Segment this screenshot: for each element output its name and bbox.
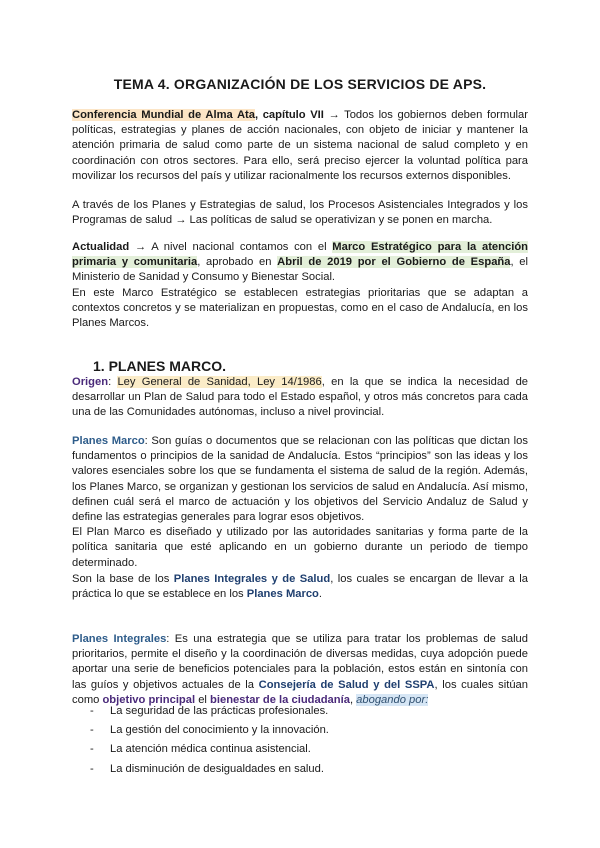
actualidad-text1: A nivel nacional contamos con el — [151, 241, 333, 253]
priorities-list-wrapper — [90, 704, 510, 781]
objetivo-principal: objetivo principal — [102, 693, 196, 706]
actualidad-arrow: → — [129, 241, 152, 253]
actualidad-text2: , aprobado en — [197, 256, 278, 269]
marco-estrategico: Marco Estratégico para la atención primaria y comunitaria — [72, 241, 528, 269]
intro-chapter: , capítulo VII — [254, 109, 324, 121]
intro-arrow: → — [323, 109, 345, 121]
section-title-planes-marco: 1. PLANES MARCO. — [93, 358, 227, 374]
abogando-por: abogando por: — [356, 693, 429, 706]
actualidad-text4: En este Marco Estratégico se establecen estrategias prioritarias que se adaptan a contextos concretos y se materializan en propuestas, como en el caso de Andalucía, en los Planes Marcos. — [72, 286, 528, 330]
fecha-aprobacion: Abril de 2019 por el Gobierno de España — [277, 256, 511, 269]
list-item: - La atención médica continua asistencial. — [90, 742, 510, 757]
actualidad-text3: , el Ministerio de Sanidad y Consumo y Bienestar Social. — [72, 256, 529, 284]
origen-source: Ley General de Sanidad, Ley 14/1986 — [117, 376, 322, 388]
pi-text2: , los cuales sitúan como — [72, 678, 528, 706]
priorities-list — [90, 704, 510, 777]
intro-label: Conferencia Mundial de Alma Ata — [72, 109, 255, 121]
list-item: - La disminución de desigualdades en salud. — [90, 762, 510, 777]
actualidad-paragraph — [72, 240, 528, 331]
base-paragraph — [72, 572, 528, 602]
origen-label: Origen — [72, 376, 109, 388]
intro-text: Todos los gobiernos deben formular políticas, estrategias y planes de acción nacionales, con objeto de iniciar y mantener la atención primaria de salud como parte de un sistema nacional de salud completo y en coordinación con otros sectores. Para ello, será preciso ejercer la voluntad política para movilizar los recursos del país y utilizar racionalmente los recursos externos disponibles. — [72, 109, 528, 182]
list-item: - La seguridad de las prácticas profesionales. — [90, 704, 510, 719]
origen-text: , en la que se indica la necesidad de desarrollar un Plan de Salud para todo el Estado español, y otros más concretos para cada una de las Comunidades autónomas, incluso a nivel provincial. — [72, 376, 529, 419]
planes-marco-link: Planes Marco — [246, 588, 319, 601]
list-item: - La gestión del conocimiento y la innovación. — [90, 723, 510, 738]
base-text3: . — [318, 588, 323, 601]
origen-paragraph — [72, 375, 528, 421]
planes-integrales-link: Planes Integrales y de Salud — [173, 573, 331, 585]
pi-text: : Es una estrategia que se utiliza para tratar los problemas de salud prioritarios, permite el diseño y la coordinación de diversas medidas, cuya adopción puede aportar una serie de beneficios potenciales para la población, estos están en sintonía con las guíos y objetivos actuales de la — [72, 633, 528, 691]
page-title: TEMA 4. ORGANIZACIÓN DE LOS SERVICIOS DE APS. — [113, 76, 487, 92]
planes-marco-text: : Son guías o documentos que se relacionan con las políticas que dictan los fundamentos o principios de la sanidad de Andalucía. Estos “principios” son las ideas y los valores esenciales sobre los que se fundamenta el sistema de salud de la región. Además, los Planes Marco, se organizan y gestionan los servicios de salud en Andalucía. Así mismo, definen cuál será el marco de actuación y los objetivos del Servicio Andaluz de Salud y define las estrategias generales para lograr esos objetivos. — [72, 435, 528, 524]
planes-marco-label: Planes Marco — [72, 435, 145, 447]
planes-marco-paragraph — [72, 434, 528, 571]
planes-marco-text2: El Plan Marco es diseñado y utilizado por las autoridades sanitarias y forma parte de la política sanitaria que esté aplicando en un gobierno durante un periodo de tiempo determinado. — [72, 526, 528, 569]
bienestar-ciudadania: bienestar de la ciudadanía — [210, 693, 350, 706]
planes-integrales-paragraph — [72, 632, 528, 708]
planes-integrales-label: Planes Integrales — [72, 633, 167, 645]
base-text2: , los cuales se encargan de llevar a la práctica lo que se establece en los — [72, 573, 528, 601]
base-text1: Son la base de los — [72, 573, 174, 585]
actualidad-label: Actualidad — [72, 241, 130, 253]
intro-paragraph — [72, 108, 528, 184]
origen-colon: : — [108, 376, 118, 388]
pi-text4: , — [349, 693, 357, 706]
pi-text3: el — [195, 693, 211, 706]
planes-paragraph: A través de los Planes y Estrategias de salud, los Procesos Asistenciales Integrados y los Programas de salud → Las políticas de salud se operativizan y se ponen en marcha. — [72, 199, 528, 227]
consejeria-link: Consejería de Salud y del SSPA — [258, 678, 435, 691]
